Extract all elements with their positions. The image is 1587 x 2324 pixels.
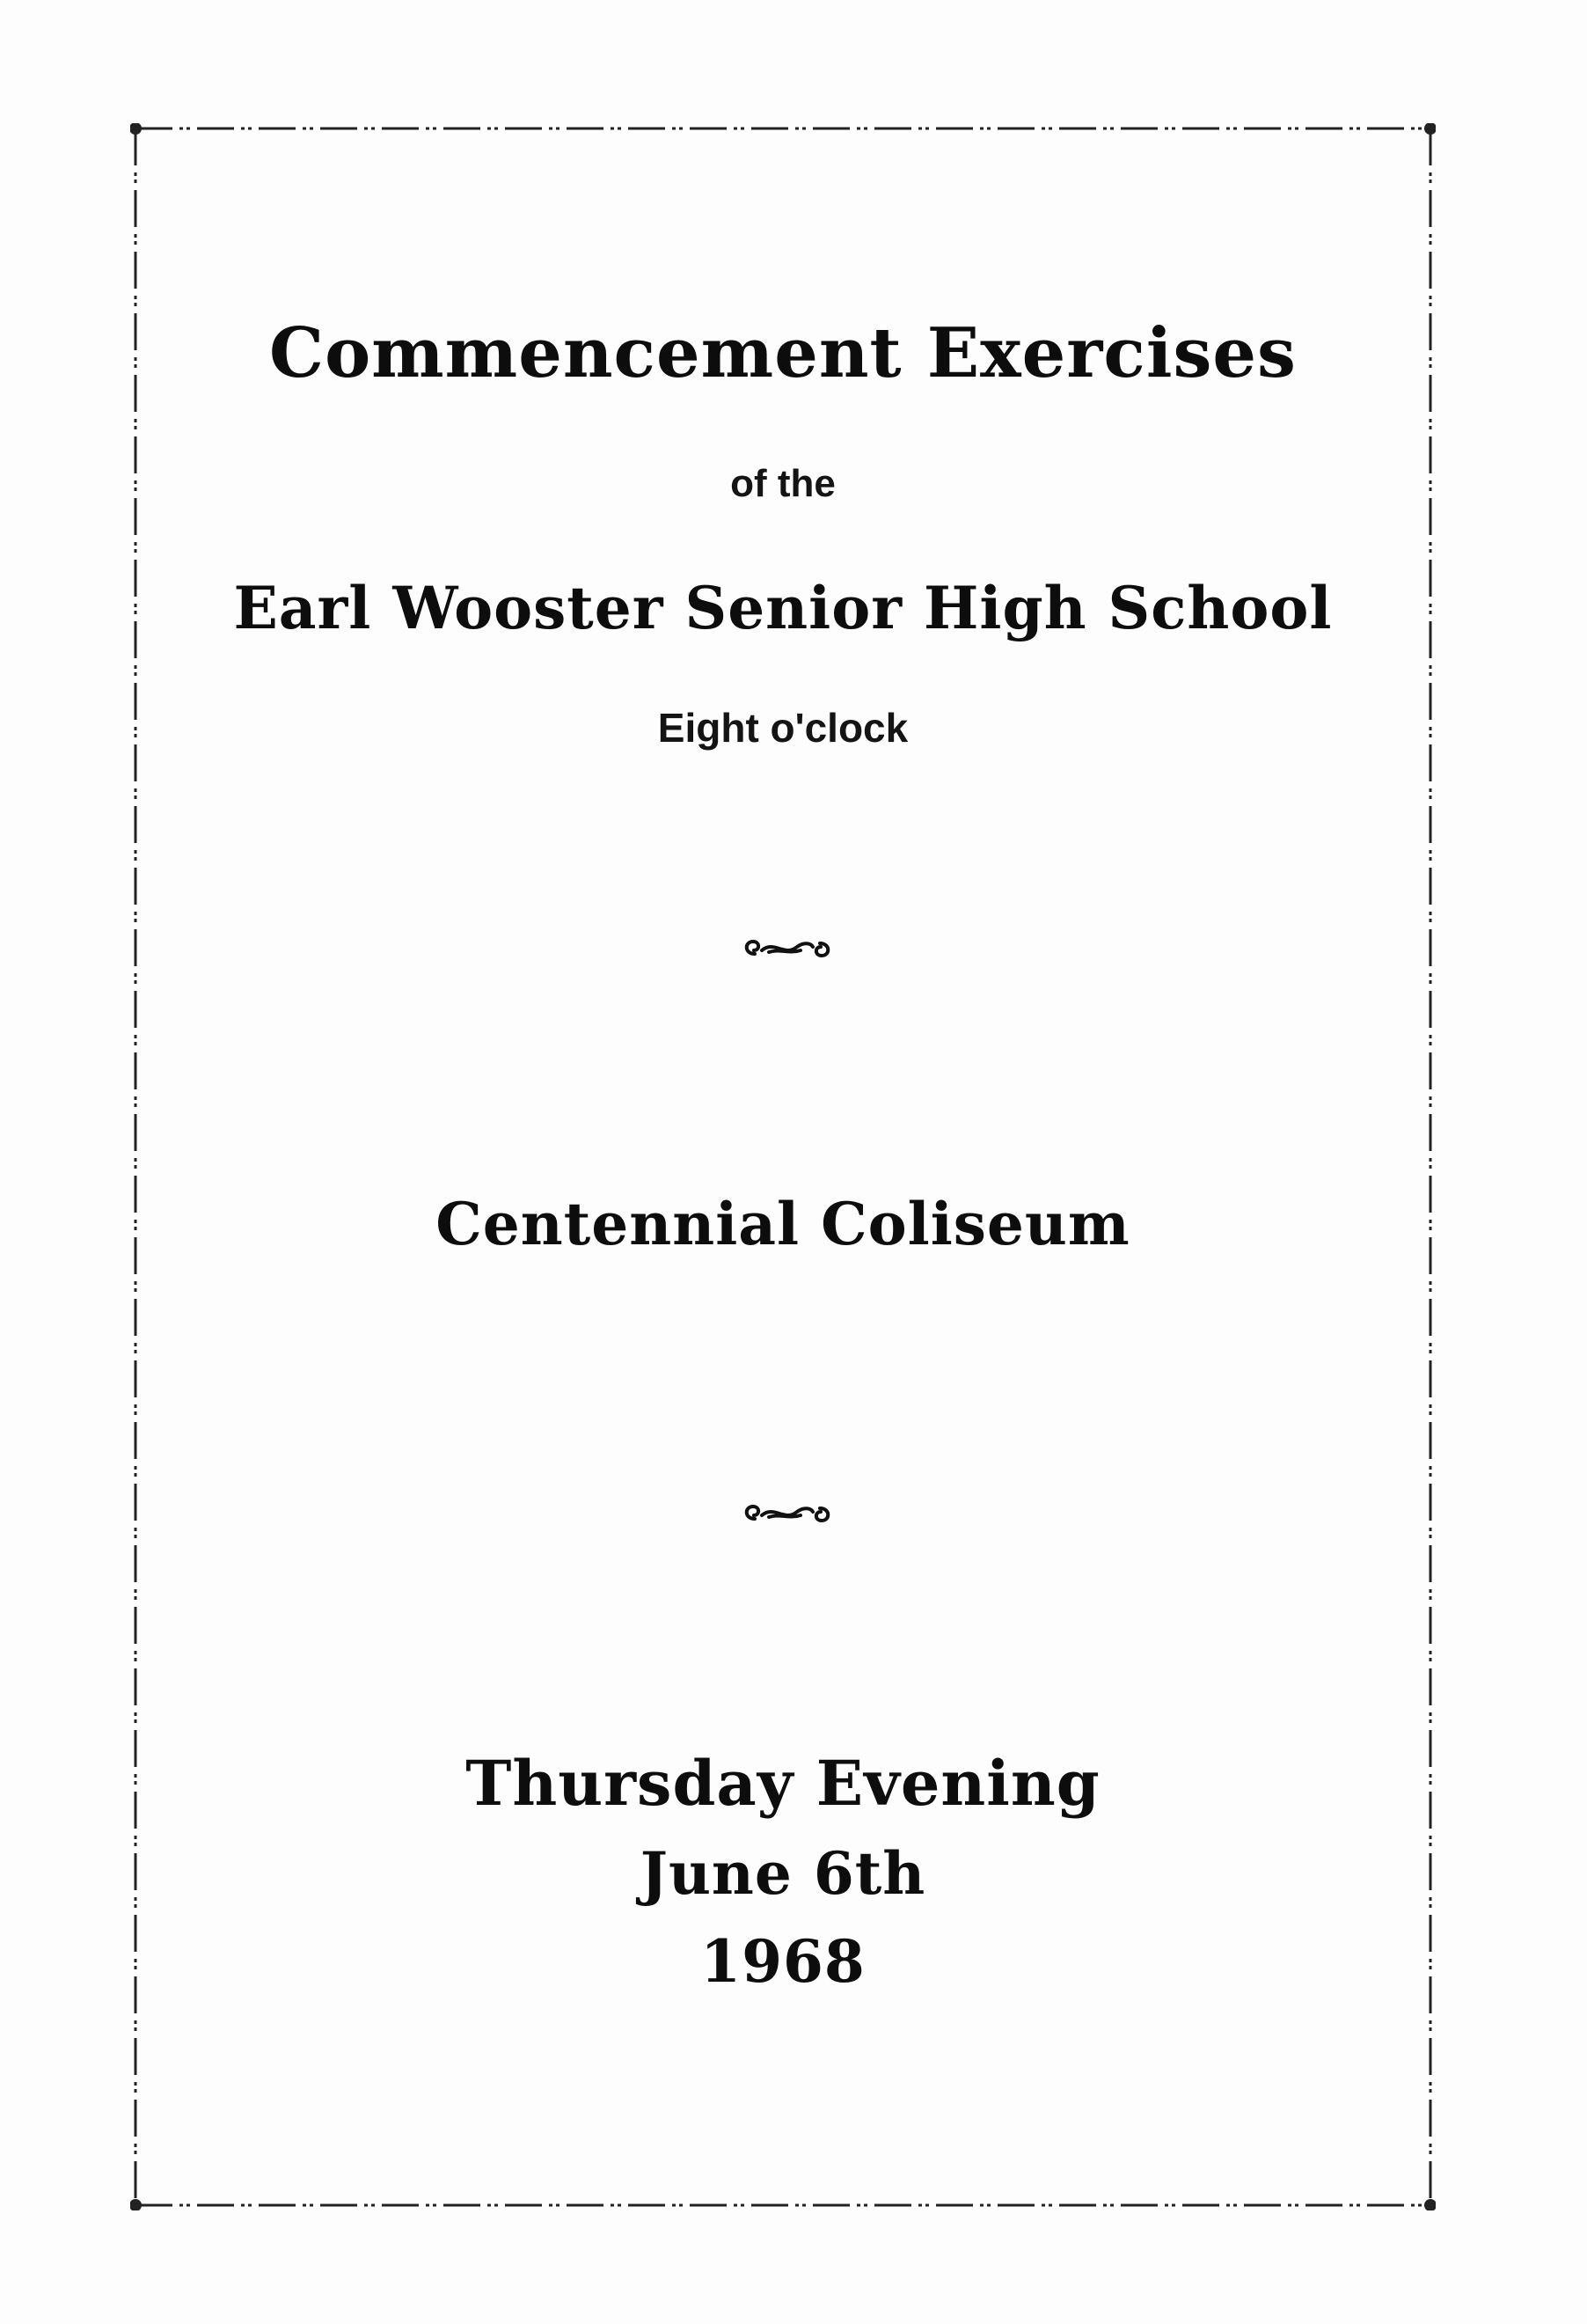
venue-name: Centennial Coliseum (435, 1190, 1130, 1258)
program-title: Commencement Exercises (269, 313, 1297, 393)
of-the-text: of the (730, 462, 836, 505)
event-date: June 6th (640, 1839, 926, 1908)
event-day: Thursday Evening (465, 1747, 1101, 1820)
scroll-divider-icon (739, 1496, 836, 1531)
event-year: 1968 (700, 1927, 866, 1996)
school-name: Earl Wooster Senior High School (233, 574, 1333, 642)
event-time: Eight o'clock (657, 705, 909, 751)
scroll-divider-icon (739, 931, 836, 966)
